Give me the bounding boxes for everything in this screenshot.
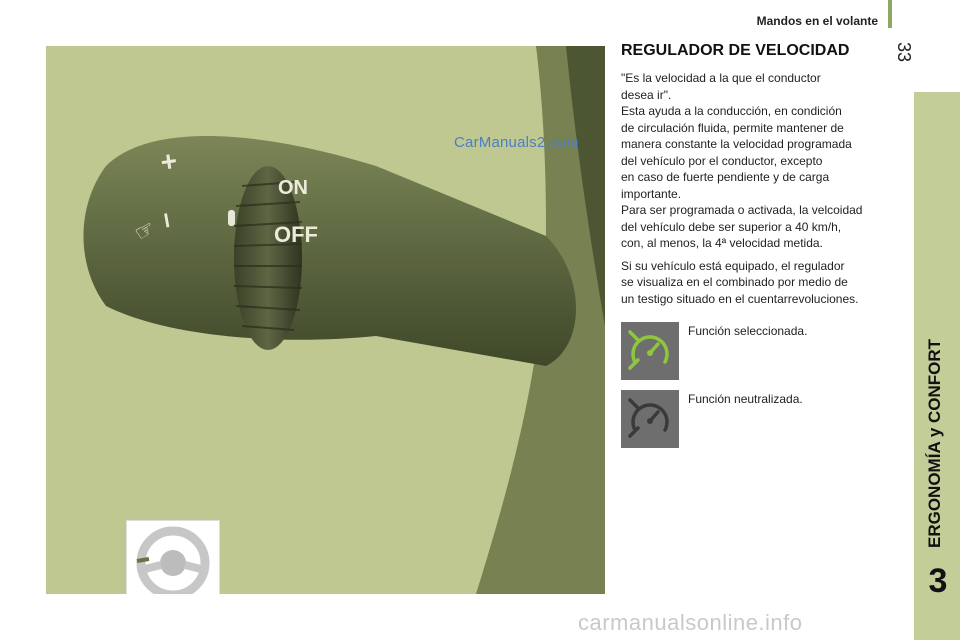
footer-watermark: carmanualsonline.info: [578, 610, 803, 635]
header-divider: [888, 0, 892, 28]
illustration-watermark: CarManuals2.com: [454, 134, 579, 151]
chapter-number: 3: [928, 562, 948, 600]
text-column: [621, 42, 895, 307]
plus-label: +: [158, 144, 180, 178]
indicator-selected-text: Función seleccionada.: [688, 324, 808, 338]
stalk-drawing: [46, 46, 605, 594]
off-label: OFF: [274, 222, 318, 247]
description-paragraph: "Es la velocidad a la que el conductor desea ir". Esta ayuda a la conducción, en condición de circulación fluida, permite mantener de manera constante la velocidad programada del vehículo por el conductor, excepto en caso de fuerte pendiente y de carga importante. Para ser programada o activada, la velcoidad del vehículo debe ser superior a 40 km/h, con, al menos, la 4ª velocidad metida.: [621, 71, 863, 250]
on-label: ON: [278, 177, 308, 199]
page-number: 33: [894, 42, 914, 63]
steering-wheel-thumbnail: [126, 520, 220, 594]
speedometer-neutralized-icon: [621, 390, 679, 448]
chapter-label: ERGONOMÍA y CONFORT: [925, 338, 944, 548]
indicator-paragraph: Si su vehículo está equipado, el regulador se visualiza en el combinado por medio de un testigo situado en el cuentarrevoluciones.: [621, 258, 859, 306]
cruise-control-stalk-illustration: [46, 46, 605, 594]
section-title: REGULADOR DE VELOCIDAD: [621, 42, 850, 59]
minus-label: –: [152, 209, 186, 231]
indicator-neutralized-text: Función neutralizada.: [688, 392, 803, 406]
indicator-row-neutralized: [621, 390, 901, 450]
indicator-row-selected: [621, 322, 901, 382]
steering-wheel-icon: [127, 521, 219, 594]
page-header-title: Mandos en el volante: [756, 14, 878, 28]
speedometer-selected-icon: [621, 322, 679, 380]
hand-symbol: ☞: [130, 215, 161, 248]
